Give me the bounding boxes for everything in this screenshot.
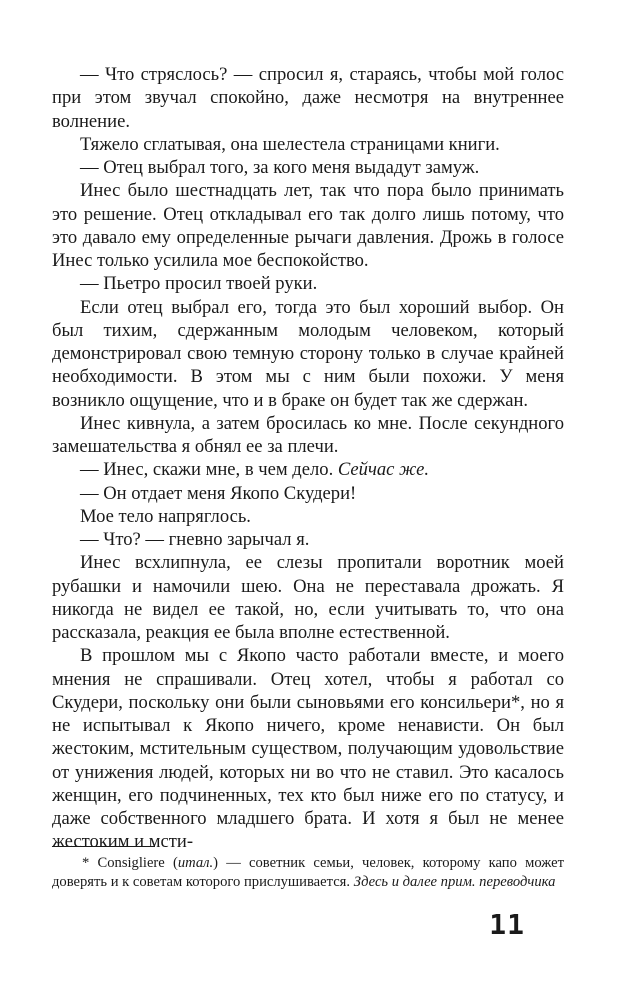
paragraph-8-italic: Сейчас же. [337,459,429,481]
paragraph-8 [52,458,564,481]
paragraph-10: Мое тело напряглось. [80,505,251,527]
paragraph-7: Инес кивнула, а затем бросилась ко мне. После секундного замешательства я обнял ее за плечи. [52,412,564,457]
paragraph-12: Инес всхлипнула, ее слезы пропитали воротник моей рубашки и намочили шею. Она не переставала дрожать. Я никогда не видел ее такой, но, если учитывать то, что она рассказала, реакция ее была вполне естественной. [52,552,564,643]
footnote-body: ) — советник семьи, человек, которому капо может доверять и к советам которого прислушивается. [52,855,564,890]
page-number: 11 [489,908,525,941]
paragraph-11: — Что? — гневно зарычал я. [80,529,310,550]
footnote-translator-note: Здесь и далее прим. переводчика [353,874,556,890]
main-text [52,63,564,854]
paragraph-9: — Он отдает меня Якопо Скудери! [80,482,357,504]
footnote-marker: * Consigliere ( [82,855,178,871]
paragraph-1: — Что стряслось? — спросил я, стараясь, чтобы мой голос при этом звучал спокойно, даже несмотря на внутреннее волнение. [52,64,564,132]
footnote-lang: итал. [177,855,214,871]
paragraph-2: Тяжело сглатывая, она шелестела страницами книги. [80,133,500,155]
paragraph-13: В прошлом мы с Якопо часто работали вместе, и моего мнения не спрашивали. Отец хотел, чтобы я работал со Скудери, поскольку они были сыновьями его консильери*, но я не испытывал к Якопо ничего, кроме ненависти. Он был жестоким, мстительным существом, получающим удовольствие от унижения людей, которых ни во что не ставил. Это касалось женщин, его подчиненных, тех кто был ниже его по статусу, и даже собственного младшего брата. И хотя я был не менее жестоким и мсти- [52,645,564,853]
paragraph-3: — Отец выбрал того, за кого меня выдадут замуж. [80,157,480,178]
paragraph-5: — Пьетро просил твоей руки. [80,273,318,295]
footnote-divider [52,846,155,847]
paragraph-6: Если отец выбрал его, тогда это был хороший выбор. Он был тихим, сдержанным молодым человеком, который демонстрировал свою темную сторону только в случае крайней необходимости. В этом мы с ним были похожи. У меня возникло ощущение, что и в браке он будет так же сдержан. [52,296,564,411]
paragraph-4: Инес было шестнадцать лет, так что пора было принимать это решение. Отец откладывал его так долго лишь потому, что это давало ему определенные рычаги давления. Дрожь в голосе Инес только усилила мое беспокойство. [52,180,564,271]
paragraph-8-text: — Инес, скажи мне, в чем дело. [80,459,338,481]
footnote [52,854,564,892]
